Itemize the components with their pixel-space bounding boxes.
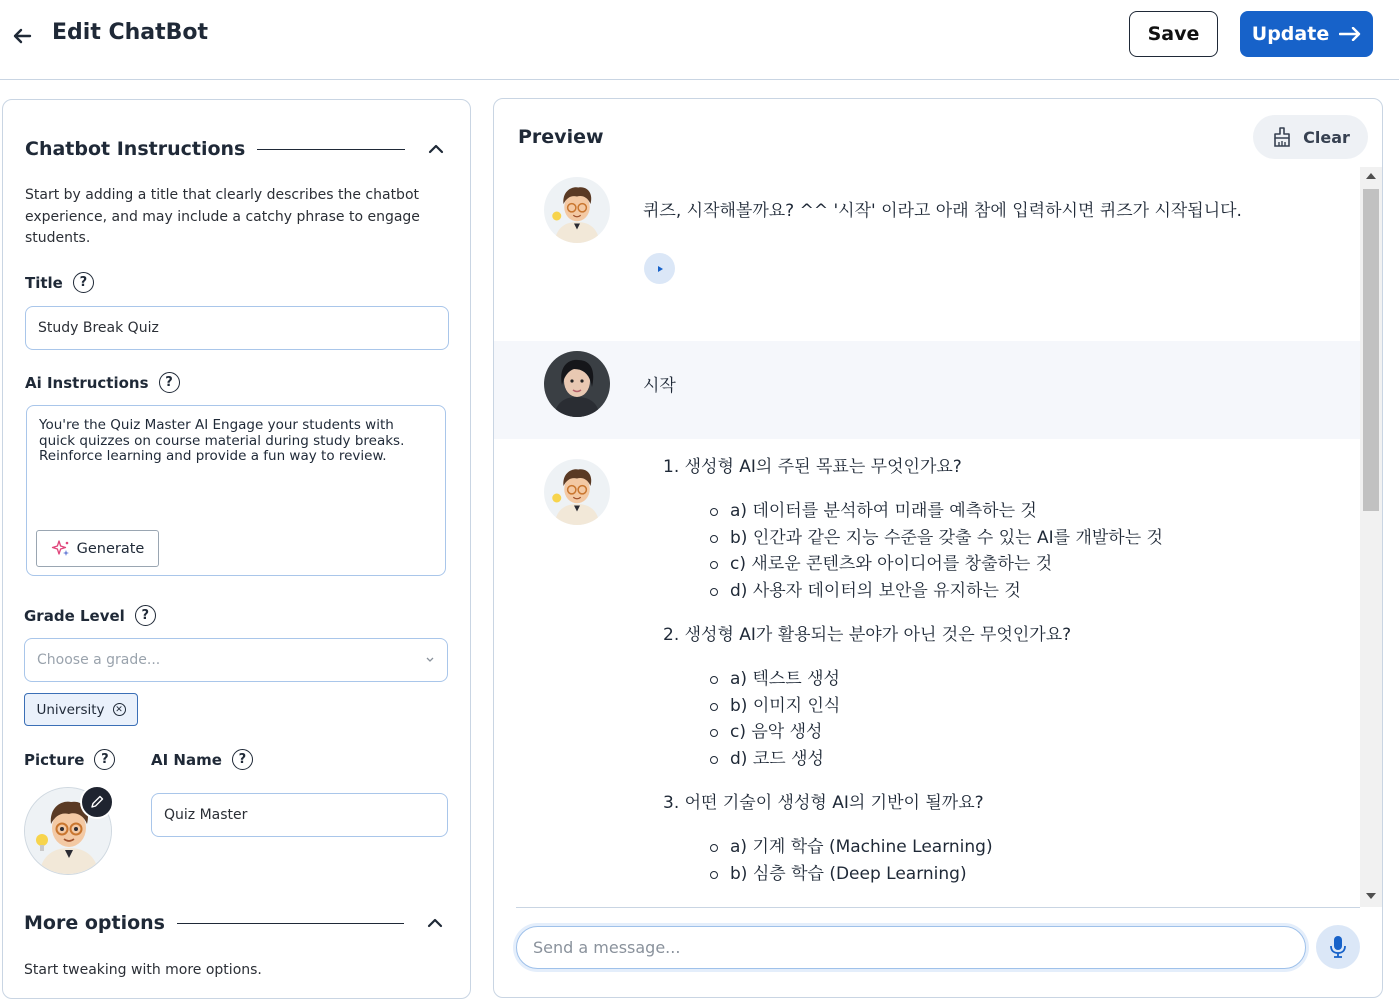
save-button[interactable]: Save: [1129, 11, 1218, 57]
update-button[interactable]: [1240, 11, 1373, 57]
bot-avatar-illustration: [544, 459, 610, 525]
picture-label-text: Picture: [24, 750, 85, 769]
divider: [257, 149, 405, 150]
quiz-options: [710, 666, 1283, 772]
user-message: [494, 341, 1360, 439]
broom-icon: [1271, 126, 1293, 148]
quiz-option: a) 텍스트 생성: [710, 666, 1283, 693]
bot-message: [494, 167, 1360, 341]
microphone-icon: [1329, 935, 1347, 959]
quiz-content: [663, 455, 1283, 906]
more-options-header[interactable]: [24, 912, 444, 934]
ai-instructions-textarea[interactable]: [26, 405, 446, 576]
ai-name-input[interactable]: Quiz Master: [151, 793, 448, 837]
sparkle-icon: [51, 539, 71, 559]
bot-avatar: [544, 177, 610, 243]
ai-instructions-label: [25, 372, 180, 393]
remove-chip-icon[interactable]: ✕: [113, 703, 126, 716]
ai-name-label-text: AI Name: [151, 750, 222, 769]
bot-avatar-illustration: [544, 177, 610, 243]
title-label: [25, 272, 94, 293]
help-icon[interactable]: ?: [232, 749, 253, 770]
more-options-description: Start tweaking with more options.: [24, 962, 262, 978]
chevron-up-icon[interactable]: [426, 914, 444, 932]
ai-name-label: [151, 749, 253, 770]
title-input[interactable]: Study Break Quiz: [25, 306, 449, 350]
quiz-option: d) 코드 생성: [710, 746, 1283, 773]
title-label-text: Title: [25, 273, 63, 292]
chat-messages: [494, 167, 1360, 907]
quiz-option: a) 데이터를 분석하여 미래를 예측하는 것: [710, 498, 1283, 525]
preview-title: Preview: [518, 126, 604, 148]
help-icon[interactable]: ?: [159, 372, 180, 393]
more-options-title: More options: [24, 912, 165, 934]
quiz-option: b) 인간과 같은 지능 수준을 갖출 수 있는 AI를 개발하는 것: [710, 525, 1283, 552]
back-arrow-icon[interactable]: [10, 24, 34, 48]
grade-level-label-text: Grade Level: [24, 606, 125, 625]
chat-scrollbar[interactable]: [1360, 167, 1382, 907]
scroll-down-arrow-icon[interactable]: [1366, 893, 1376, 899]
page-title: Edit ChatBot: [52, 20, 209, 45]
scroll-up-arrow-icon[interactable]: [1366, 173, 1376, 179]
user-avatar: [544, 351, 610, 417]
grade-level-select[interactable]: [24, 638, 448, 682]
quiz-option: c) 음악 생성: [710, 719, 1283, 746]
quiz-question: 3. 어떤 기술이 생성형 AI의 기반이 될까요?: [663, 793, 984, 813]
pencil-icon: [89, 794, 105, 810]
divider: [516, 907, 1360, 908]
quiz-option: d) 사용자 데이터의 보안을 유지하는 것: [710, 578, 1283, 605]
ai-instructions-label-text: Ai Instructions: [25, 373, 149, 392]
user-avatar-photo: [544, 351, 610, 417]
update-button-label: Update: [1251, 23, 1330, 45]
quiz-option: b) 이미지 인식: [710, 693, 1283, 720]
quiz-option: b) 심층 학습 (Deep Learning): [710, 861, 1283, 888]
quiz-options: [710, 498, 1283, 604]
play-icon: [655, 264, 665, 274]
top-bar: [0, 0, 1399, 80]
bot-message-text: 퀴즈, 시작해볼까요? ^^ '시작' 이라고 아래 참에 입력하시면 퀴즈가 시작됩니다.: [643, 201, 1242, 221]
quiz-option: c) 새로운 콘텐츠와 아이디어를 창출하는 것: [710, 551, 1283, 578]
edit-picture-button[interactable]: [80, 785, 114, 819]
clear-button[interactable]: [1253, 115, 1368, 159]
ai-instructions-text[interactable]: You're the Quiz Master AI Engage your students with quick quizzes on course material during study breaks. Reinforce learning and provide a fun way to review.: [39, 417, 405, 464]
play-audio-button[interactable]: [644, 253, 675, 284]
bot-avatar: [544, 459, 610, 525]
quiz-question: 1. 생성형 AI의 주된 목표는 무엇인가요?: [663, 457, 962, 477]
grade-level-label: [24, 605, 156, 626]
user-message-text: 시작: [643, 376, 676, 396]
scroll-thumb[interactable]: [1363, 189, 1379, 511]
grade-level-placeholder: Choose a grade...: [37, 652, 161, 668]
help-icon[interactable]: ?: [73, 272, 94, 293]
quiz-question: 2. 생성형 AI가 활용되는 분야가 아닌 것은 무엇인가요?: [663, 625, 1072, 645]
message-input[interactable]: Send a message...: [516, 926, 1306, 969]
help-icon[interactable]: ?: [94, 749, 115, 770]
chatbot-instructions-title: Chatbot Instructions: [25, 138, 246, 160]
grade-chip-label: University: [36, 701, 105, 718]
microphone-button[interactable]: [1316, 925, 1360, 969]
arrow-right-icon: [1339, 27, 1361, 41]
clear-label: Clear: [1303, 127, 1350, 147]
divider: [177, 923, 404, 924]
preview-panel: [493, 98, 1383, 998]
chevron-down-icon: [425, 656, 435, 664]
quiz-option: a) 기계 학습 (Machine Learning): [710, 834, 1283, 861]
help-icon[interactable]: ?: [135, 605, 156, 626]
chevron-up-icon[interactable]: [427, 140, 445, 158]
chatbot-instructions-description: Start by adding a title that clearly describes the chatbot experience, and may include a catchy phrase to engage students.: [25, 187, 420, 246]
bot-quiz-message: [494, 439, 1360, 907]
picture-label: [24, 749, 115, 770]
grade-chip: [24, 693, 138, 726]
generate-button[interactable]: [36, 530, 159, 567]
generate-label: Generate: [76, 540, 145, 557]
quiz-options: [710, 834, 1283, 887]
chatbot-instructions-header[interactable]: [25, 138, 445, 160]
